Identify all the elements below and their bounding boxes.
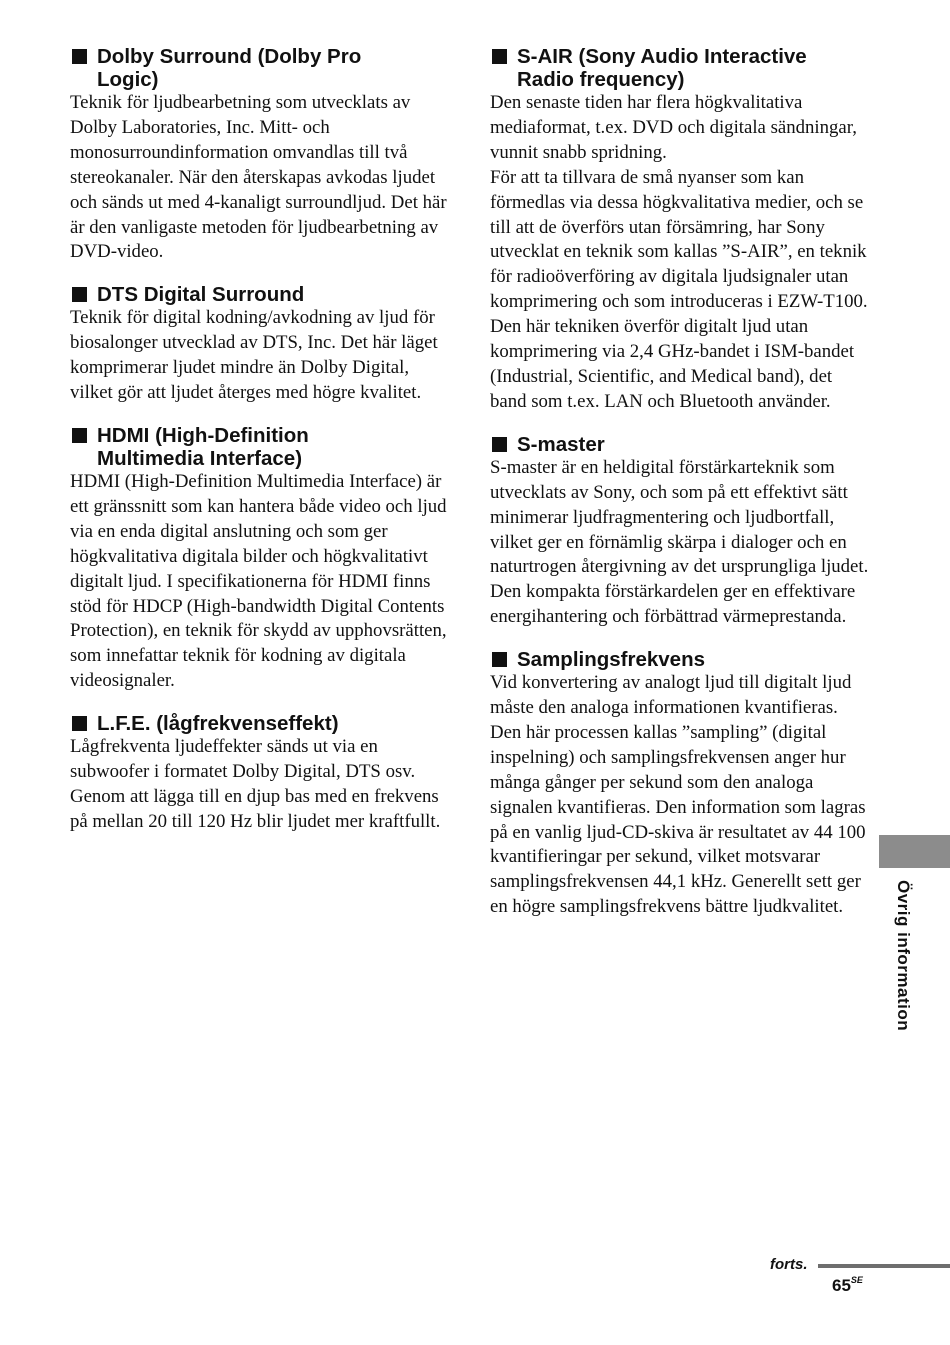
section-body: Vid konvertering av analogt ljud till digitalt ljud måste den analoga informationen kvantifieras. Den här processen kallas ”sampling” (digital inspelning) och samplingsfrekvensen anger hur många gånger per sekund som den analoga signalen kvantifieras. Den information som lagras på en vanlig ljud-CD-skiva är resultatet av 44 100 kvantifieringar per sekund, vilket motsvarar samplingsfrekvensen 44,1 kHz. Generellt sett ger en högre samplingsfrekvens bättre ljudkvalitet. <box>490 672 866 918</box>
section-lfe <box>70 712 450 835</box>
heading-line: DTS Digital Surround <box>97 283 305 307</box>
section-heading <box>70 712 450 735</box>
chapter-tab-label: Övrig information <box>894 880 913 1032</box>
square-bullet-icon <box>72 716 87 731</box>
section-body: S-master är en heldigital förstärkarteknik som utvecklats av Sony, och som på ett effektivt sätt minimerar ljudfragmentering och ljudbortfall, vilket ger en förnämlig skärpa i dialoger och en naturtrogen återgivning av det ursprungliga ljudet. Den kompakta förstärkardelen ger en effektivare energihantering och förbättrad värmeprestanda. <box>490 456 869 628</box>
square-bullet-icon <box>492 49 507 64</box>
section-heading <box>70 283 450 306</box>
left-column <box>70 45 450 853</box>
section-dts-digital-surround <box>70 283 450 406</box>
heading-line: HDMI (High-Definition <box>97 423 309 447</box>
section-s-master <box>490 433 870 630</box>
heading-line: Radio frequency) <box>517 68 685 91</box>
square-bullet-icon <box>492 652 507 667</box>
section-body: Lågfrekventa ljudeffekter sänds ut via en subwoofer i formatet Dolby Digital, DTS osv. Genom att lägga till en djup bas med en frekvens på mellan 20 till 120 Hz blir ljudet mer kraftfullt. <box>70 736 441 832</box>
section-body: HDMI (High-Definition Multimedia Interface) är ett gränssnitt som kan hantera både video och ljud via en enda digital anslutning och som ger högkvalitativa digitala bilder och högkvalitativt digitalt ljud. I specifikationerna för HDMI finns stöd för HDCP (High-bandwidth Digital Contents Protection), en teknik för skydd av upphovsrätten, som innefattar teknik för kodning av digitala videosignaler. <box>70 470 447 692</box>
right-column <box>490 45 870 938</box>
square-bullet-icon <box>492 437 507 452</box>
heading-line: S-master <box>517 432 605 456</box>
square-bullet-icon <box>72 49 87 64</box>
section-s-air <box>490 45 870 415</box>
heading-line: Samplingsfrekvens <box>517 648 705 672</box>
heading-line: L.F.E. (lågfrekvenseffekt) <box>97 712 339 736</box>
section-body: Teknik för digital kodning/avkodning av ljud för biosalonger utvecklad av DTS, Inc. Det här läget komprimerar ljudet mindre än Dolby Digital, vilket gör att ljudet återges med högre kvalitet. <box>70 307 438 404</box>
heading-line: Logic) <box>97 68 159 91</box>
continued-rule <box>818 1264 950 1268</box>
square-bullet-icon <box>72 428 87 443</box>
section-hdmi <box>70 424 450 694</box>
section-heading <box>70 424 450 470</box>
chapter-tab-marker <box>879 835 950 868</box>
section-dolby-surround <box>70 45 450 265</box>
section-body: Den här tekniken överför digitalt ljud utan komprimering via 2,4 GHz-bandet i ISM-bandet (Industrial, Scientific, and Medical band), det band som t.ex. LAN och Bluetooth använder. <box>490 316 855 412</box>
section-samplingsfrekvens <box>490 648 870 920</box>
section-heading <box>490 648 870 671</box>
section-heading <box>490 45 870 91</box>
heading-line: S-AIR (Sony Audio Interactive <box>517 45 807 68</box>
section-body: Teknik för ljudbearbetning som utvecklats av Dolby Laboratories, Inc. Mitt- och monosurroundinformation omvandlas till två stereokanaler. När den återskapas avkodas ljudet och sänds ut med 4-kanaligt surroundljud. Det här är den vanligaste metoden för ljudbearbetning av DVD-video. <box>70 92 447 263</box>
section-heading <box>490 433 870 456</box>
heading-line: Dolby Surround (Dolby Pro <box>97 45 362 68</box>
heading-line: Multimedia Interface) <box>97 446 303 470</box>
page-number <box>832 1276 863 1296</box>
section-heading <box>70 45 450 91</box>
section-body: För att ta tillvara de små nyanser som kan förmedlas via dessa högkvalitativa medier, och se till att de överförs utan försämring, har Sony utvecklat en teknik som kallas ”S-AIR”, en teknik för radioöverföring av digitala ljudsignaler utan komprimering och som introduceras i EZW-T100. <box>490 166 868 313</box>
continued-label: forts. <box>770 1256 808 1273</box>
page-number-value: 65 <box>832 1276 851 1295</box>
page-number-suffix: SE <box>850 1275 863 1285</box>
square-bullet-icon <box>72 287 87 302</box>
section-body: Den senaste tiden har flera högkvalitativa mediaformat, t.ex. DVD och digitala sändningar, vunnit snabb spridning. <box>490 92 857 163</box>
